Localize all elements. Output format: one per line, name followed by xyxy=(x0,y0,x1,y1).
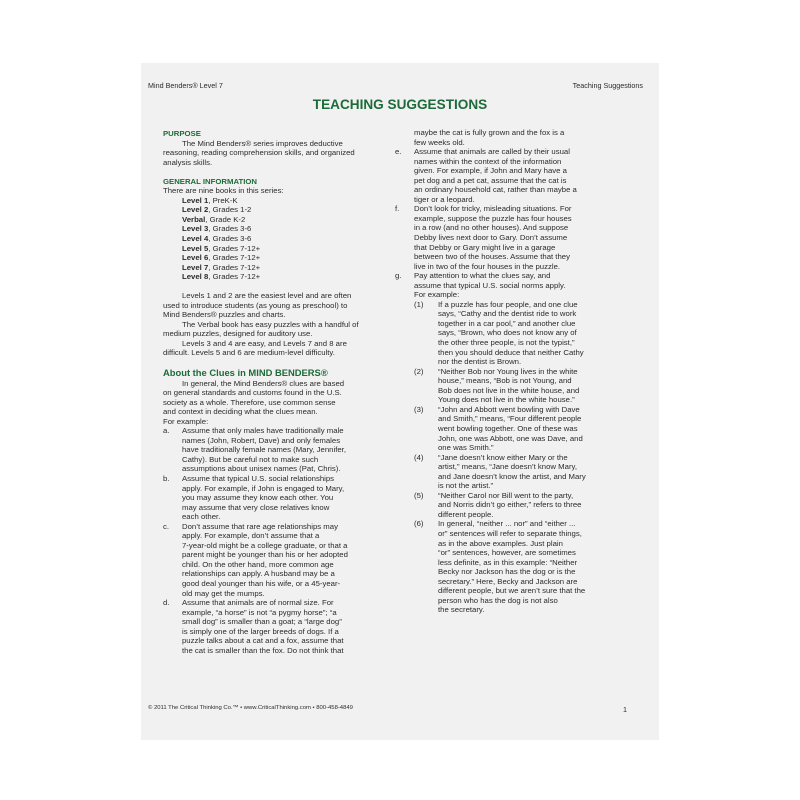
text-line: Becky nor Jackson has the dog or is the xyxy=(438,567,576,577)
rule-item xyxy=(163,474,408,522)
text-line: Levels 3 and 4 are easy, and Levels 7 and 8 are xyxy=(182,338,347,348)
text-line: secretary.” Here, Becky and Jackson are xyxy=(438,576,578,586)
text-line: Assume that animals are called by their usual xyxy=(414,147,570,157)
clue-rules-list-continued xyxy=(395,147,645,300)
text-line: Levels 1 and 2 are the easiest level and are often xyxy=(182,291,352,301)
text-line: as in the above examples. Just plain xyxy=(438,538,563,548)
level-item xyxy=(163,234,408,244)
item-marker: c. xyxy=(163,521,170,531)
item-marker: (1) xyxy=(414,299,424,309)
text-line: small dog” is smaller than a goat; a “large dog” xyxy=(182,617,342,627)
text-line: and Jane doesn’t know the artist, and Mary xyxy=(438,471,586,481)
right-column xyxy=(395,128,645,615)
text-line: Mind Benders® puzzles and charts. xyxy=(163,310,286,320)
text-line: tiger or a leopard. xyxy=(414,194,475,204)
text-line: Don’t assume that rare age relationships may xyxy=(182,521,338,531)
text-line: “John and Abbott went bowling with Dave xyxy=(438,404,580,414)
text-line: that Debby or Gary might live in a garage xyxy=(414,242,556,252)
text-line: you may assume they know each other. You xyxy=(182,493,334,503)
text-line: names (John, Robert, Dave) and only females xyxy=(182,435,341,445)
level-item xyxy=(163,272,408,282)
text-line: example, “a horse” is not “a pygmy horse”; “a xyxy=(182,607,337,617)
text-line: given. For example, if John and Mary have a xyxy=(414,166,567,176)
level-grades: , Grades 3-6 xyxy=(208,233,252,243)
text-line: an ordinary household cat, rather than maybe a xyxy=(414,185,577,195)
about-clues-heading: About the Clues in MIND BENDERS® xyxy=(163,367,328,379)
text-line: is simply one of the larger breeds of dogs. If a xyxy=(182,626,339,636)
text-line: apply. For example, if John is engaged to Mary, xyxy=(182,483,345,493)
general-information-heading: GENERAL INFORMATION xyxy=(163,176,258,186)
text-line: Pay attention to what the clues say, and xyxy=(414,271,551,281)
text-line: says, “Brown, who does not know any of xyxy=(438,328,577,338)
text-line: used to introduce students (as young as preschool) to xyxy=(163,300,348,310)
level-grades: , Grades 7-12+ xyxy=(208,272,261,282)
item-marker: (5) xyxy=(414,490,424,500)
item-marker: g. xyxy=(395,271,402,281)
level-name: Level 3 xyxy=(182,224,209,234)
level-grades: , Grades 7-12+ xyxy=(208,253,261,263)
text-line: Assume that typical U.S. social relationships xyxy=(182,474,335,483)
levels-paragraph xyxy=(163,291,408,358)
level-name: Level 2 xyxy=(182,205,209,215)
example-item xyxy=(395,300,645,367)
rule-item xyxy=(163,598,408,655)
text-line: “Jane doesn’t know either Mary or the xyxy=(438,452,568,462)
level-grades: , PreK-K xyxy=(208,195,238,205)
level-item xyxy=(163,253,408,263)
text-line: The Verbal book has easy puzzles with a handful of xyxy=(182,319,359,329)
text-line: is not the artist.” xyxy=(438,481,494,491)
text-line: and Smith,” means, “Four different people xyxy=(438,414,582,424)
text-line: live in two of the four houses in the puzzle. xyxy=(414,261,561,271)
text-line: “Neither Carol nor Bill went to the party, xyxy=(438,490,574,500)
text-line: difficult. Levels 5 and 6 are medium-level difficulty. xyxy=(163,348,335,358)
text-line: the secretary. xyxy=(438,605,485,615)
text-line: For example: xyxy=(163,416,209,426)
item-marker: (6) xyxy=(414,519,424,529)
level-name: Level 5 xyxy=(182,243,209,253)
level-name: Verbal xyxy=(182,214,206,224)
level-name: Level 8 xyxy=(182,272,209,282)
level-grades: , Grades 7-12+ xyxy=(208,262,261,272)
text-line: may assume that very close relatives know xyxy=(182,502,330,512)
text-line: and Norris didn’t go either,” refers to three xyxy=(438,500,582,510)
level-name: Level 6 xyxy=(182,253,209,263)
text-line: old may get the mumps. xyxy=(182,588,265,598)
text-line: the other three people, is not the typist,” xyxy=(438,338,575,348)
text-line: in a row (and no other houses). And suppose xyxy=(414,223,569,233)
rule-item xyxy=(395,204,645,271)
item-marker: (3) xyxy=(414,404,424,414)
level-list xyxy=(163,196,408,282)
example-item xyxy=(395,367,645,405)
item-marker: e. xyxy=(395,147,402,157)
text-line: assume that typical U.S. social norms apply. xyxy=(414,280,566,290)
text-line: In general, the Mind Benders® clues are based xyxy=(182,378,345,388)
rule-item xyxy=(163,426,408,474)
footer-copyright: © 2011 The Critical Thinking Co.™ • www.CriticalThinking.com • 800-458-4849 xyxy=(148,705,353,711)
text-line: Assume that only males have traditionally male xyxy=(182,426,344,436)
item-marker: f. xyxy=(395,204,400,214)
left-column xyxy=(163,129,408,655)
general-intro: There are nine books in this series: xyxy=(163,186,284,196)
rule-item xyxy=(395,147,645,204)
text-line: The Mind Benders® series improves deductive xyxy=(182,138,343,148)
text-line: Cathy). But be careful not to make such xyxy=(182,454,319,464)
text-line: together in a car pool,” and another clue xyxy=(438,318,576,328)
text-line: If a puzzle has four people, and one clue xyxy=(438,299,578,309)
item-marker: b. xyxy=(163,474,170,483)
text-line: “Neither Bob nor Young lives in the white xyxy=(438,366,578,376)
example-item xyxy=(395,519,645,614)
example-item xyxy=(395,405,645,453)
rule-item xyxy=(163,522,408,598)
text-line: medium puzzles, designed for auditory use. xyxy=(163,329,313,339)
rule-item xyxy=(395,271,645,300)
text-line: child. On the other hand, more common age xyxy=(182,559,334,569)
text-line: different people. xyxy=(438,509,494,519)
page-number: 1 xyxy=(623,705,627,714)
example-item xyxy=(395,491,645,520)
item-marker: (4) xyxy=(414,452,424,462)
purpose-paragraph xyxy=(163,139,408,168)
about-intro xyxy=(163,379,408,427)
running-header-right: Teaching Suggestions xyxy=(572,81,643,90)
text-line: parent might be younger than his or her adopted xyxy=(182,550,348,560)
text-line: “or” sentences, however, are sometimes xyxy=(438,548,576,558)
text-line: artist,” means, “Jane doesn’t know Mary, xyxy=(438,462,577,472)
level-name: Level 7 xyxy=(182,262,209,272)
item-marker: (2) xyxy=(414,366,424,376)
text-line: have traditionally female names (Mary, Jennifer, xyxy=(182,445,346,455)
text-line: then you should deduce that neither Cathy xyxy=(438,347,584,357)
text-line: went bowling together. One of these was xyxy=(438,423,578,433)
text-line: reasoning, reading comprehension skills, and organized xyxy=(163,148,355,158)
example-sublist xyxy=(395,300,645,615)
text-line: one was Smith.” xyxy=(438,443,494,453)
text-line: John, one was Abbott, one was Dave, and xyxy=(438,433,583,443)
text-line: good deal younger than his wife, or a 45-year- xyxy=(182,579,341,589)
text-line: and context in deciding what the clues mean. xyxy=(163,407,318,417)
text-line: Debby lives next door to Gary. Don’t assume xyxy=(414,233,568,243)
purpose-heading: PURPOSE xyxy=(163,129,201,138)
text-line: Bob does not live in the white house, and xyxy=(438,385,580,395)
text-line: each other. xyxy=(182,512,221,522)
document-page xyxy=(141,63,659,740)
text-line: less definite, as in this example: “Neither xyxy=(438,557,578,567)
text-line: on general standards and customs found in the U.S. xyxy=(163,388,342,398)
page-title: TEACHING SUGGESTIONS xyxy=(312,97,488,112)
text-line: puzzle talks about a cat and a fox, assume that xyxy=(182,636,344,646)
item-marker: d. xyxy=(163,598,170,608)
text-line: maybe the cat is fully grown and the fox is a xyxy=(414,128,565,137)
level-item xyxy=(163,244,408,254)
text-line: apply. For example, don’t assume that a xyxy=(182,531,320,541)
text-line: relationships can apply. A husband may be a xyxy=(182,569,335,579)
text-line: different people, but we aren’t sure that the xyxy=(438,586,586,596)
running-header-left: Mind Benders® Level 7 xyxy=(148,81,223,90)
level-item xyxy=(163,205,408,215)
text-line: Young does not live in the white house.” xyxy=(438,395,575,405)
text-line: names within the context of the information xyxy=(414,156,562,166)
text-line: 7-year-old might be a college graduate, or that a xyxy=(182,540,348,550)
text-line: assumptions about unisex names (Pat, Chris). xyxy=(182,464,341,474)
text-line: society as a whole. Therefore, use common sense xyxy=(163,397,336,407)
level-item xyxy=(163,263,408,273)
level-grades: , Grades 7-12+ xyxy=(208,243,261,253)
text-line: Assume that animals are of normal size. For xyxy=(182,598,334,608)
text-line: In general, “neither ... nor” and “either ... xyxy=(438,519,576,529)
text-line: For example: xyxy=(414,290,460,300)
continued-text xyxy=(395,128,645,147)
text-line: few weeks old. xyxy=(414,137,465,147)
text-line: between two of the houses. Assume that they xyxy=(414,252,570,262)
text-line: or” sentences will refer to separate things, xyxy=(438,528,582,538)
text-line: pet dog and a pet cat, assume that the cat is xyxy=(414,175,567,185)
text-line: analysis skills. xyxy=(163,157,213,167)
text-line: house,” means, “Bob is not Young, and xyxy=(438,376,572,386)
level-item xyxy=(163,224,408,234)
text-line: the cat is smaller than the fox. Do not think that xyxy=(182,645,344,655)
level-grades: , Grades 3-6 xyxy=(208,224,252,234)
text-line: says, “Cathy and the dentist ride to work xyxy=(438,309,577,319)
level-name: Level 4 xyxy=(182,233,209,243)
level-name: Level 1 xyxy=(182,195,209,205)
text-line: example, suppose the puzzle has four houses xyxy=(414,213,572,223)
text-line: person who has the dog is not also xyxy=(438,595,558,605)
level-grades: , Grade K-2 xyxy=(205,214,246,224)
item-marker: a. xyxy=(163,426,170,436)
text-line: Don’t look for tricky, misleading situations. For xyxy=(414,204,572,214)
clue-rules-list xyxy=(163,426,408,655)
level-item xyxy=(163,215,408,225)
text-line: nor the dentist is Brown. xyxy=(438,357,522,367)
level-grades: , Grades 1-2 xyxy=(208,205,252,215)
example-item xyxy=(395,453,645,491)
level-item xyxy=(163,196,408,206)
